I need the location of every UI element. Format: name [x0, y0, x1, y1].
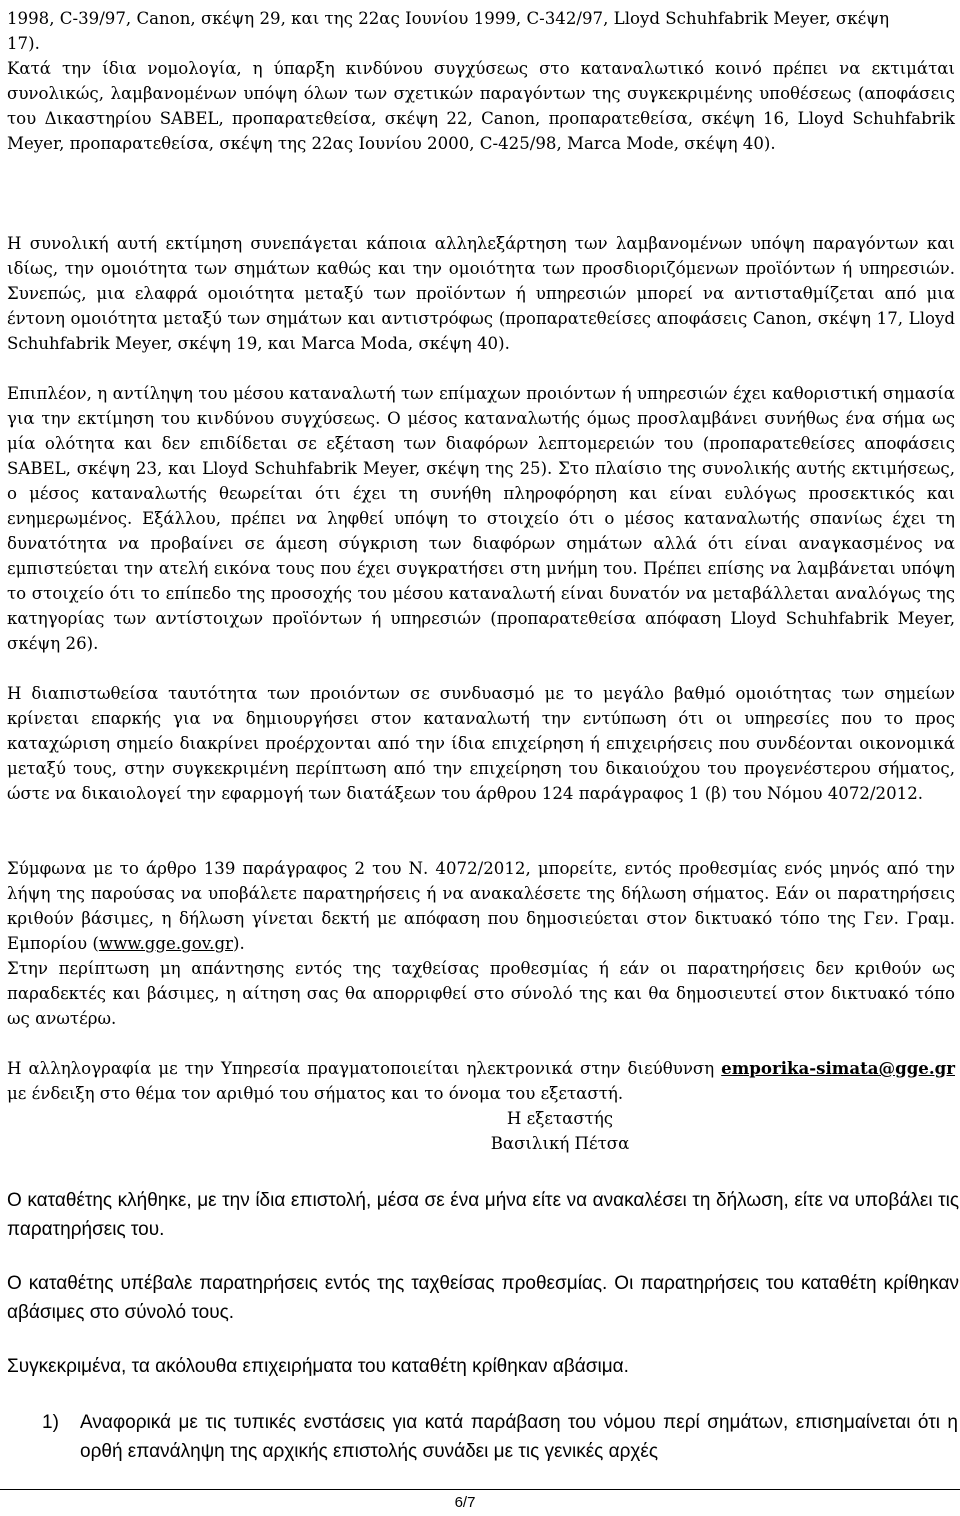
list-item-text: Αναφορικά με τις τυπικές ενστάσεις για κατά παράβαση του νόμου περί σημάτων, επισημαίνεται ότι η ορθή επανάληψη της αρχικής επιστολής συνάδει με τις γενικές αρχές [80, 1412, 958, 1462]
paragraph-citation-continued [7, 6, 955, 56]
paragraph-average-consumer: Επιπλέον, η αντίληψη του μέσου καταναλωτή των επίμαχων προιόντων ή υπηρεσιών έχει καθοριστική σημασία για την εκτίμηση του κινδύνου συγχύσεως. Ο μέσος καταναλωτής όμως προσλαμβάνει συνήθως ένα σήμα ως μία ολότητα και δεν επιδίδεται σε εξέταση των διαφόρων λεπτομερειών του (προπαρατεθείσες αποφάσεις SABEL, σκέψη 23, και Lloyd Schuhfabrik Meyer, σκέψη της 25). Στο πλαίσιο της συνολικής αυτής εκτιμήσεως, ο μέσος καταναλωτής θεωρείται ότι έχει τη συνήθη πληροφόρηση και είναι ευλόγως προσεκτικός και ενημερωμένος. Εξάλλου, πρέπει να ληφθεί υπόψη το στοιχείο ότι ο μέσος καταναλωτής σπανίως έχει τη δυνατότητα να προβαίνει σε άμεση σύγκριση των διαφόρων σημάτων αλλά ότι είναι αναγκασμένος να εμπιστεύεται την ατελή εικόνα τους που έχει συγκρατήσει στη μνήμη του. Πρέπει επίσης να λαμβάνεται υπόψη το στοιχείο ότι το επίπεδο της προσοχής του μέσου καταναλωτή είναι δυνατόν να μεταβάλλεται αναλόγως της κατηγορίας των αντίστοιχων προϊόντων ή υπηρεσιών (προπαρατεθείσα απόφαση Lloyd Schuhfabrik Meyer, σκέψη 26). [7, 384, 955, 653]
article-139-text: Σύμφωνα με το άρθρο 139 παράγραφος 2 του Ν. 4072/2012, μπορείτε, εντός προθεσμίας ενός μηνός από την λήψη της παρούσας να υποβάλετε παρατηρήσεις ή να ανακαλέσετε της δήλωση σήματος. Εάν οι παρατηρήσεις κριθούν βάσιμες, η δήλωση γίνεται δεκτή με απόφαση που δημοσιεύεται στον δικτυακό τόπο της Γεν. Γραμ. Εμπορίου ( [7, 859, 955, 953]
correspondence-text: Η αλληλογραφία με την Υπηρεσία πραγματοποιείται ηλεκτρονικά στην διεύθυνση [7, 1059, 722, 1078]
list-item-number: 1) [42, 1412, 59, 1433]
paragraph-applicant-invited: Ο καταθέτης κλήθηκε, με την ίδια επιστολή, μέσα σε ένα μήνα είτε να ανακαλέσει τη δήλωση, είτε να υποβάλει τις παρατηρήσεις του. [7, 1190, 959, 1240]
paragraph-interdependence: Η συνολική αυτή εκτίμηση συνεπάγεται κάποια αλληλεξάρτηση των λαμβανομένων υπόψη παραγόντων και ιδίως, την ομοιότητα των σημάτων καθώς και την ομοιότητα των προσδιοριζόμενων προϊόντων ή υπηρεσιών. Συνεπώς, μια ελαφρά ομοιότητα μεταξύ των προϊόντων ή υπηρεσιών μπορεί να αντισταθμίζεται από μια έντονη ομοιότητα μεταξύ των σημάτων και αντιστρόφως (προπαρατεθείσες αποφάσεις Canon, σκέψη 17, Lloyd Schuhfabrik Meyer, σκέψη 19, και Marca Moda, σκέψη 40). [7, 234, 955, 353]
paragraph-specifically: Συγκεκριμένα, τα ακόλουθα επιχειρήματα του καταθέτη κρίθηκαν αβάσιμα. [7, 1356, 629, 1377]
signature-role: Η εξεταστής [506, 1109, 614, 1128]
section-observations [7, 856, 955, 1031]
paragraph-no-reply: Στην περίπτωση μη απάντησης εντός της ταχθείσας προθεσμίας ή εάν οι παρατηρήσεις δεν κριθούν ως παραδεκτές και βάσιμες, η αίτηση σας θα απορριφθεί στο σύνολό της και θα δημοσιευτεί στον δικτυακό τόπο ως ανωτέρω. [7, 959, 955, 1028]
signature-name: Βασιλική Πέτσα [490, 1134, 630, 1153]
email-link[interactable]: emporika-simata@gge.gr [721, 1058, 955, 1078]
footer-divider [0, 1489, 960, 1490]
paragraph-observations-submitted: Ο καταθέτης υπέβαλε παρατηρήσεις εντός της ταχθείσας προθεσμίας. Οι παρατηρήσεις του καταθέτη κρίθηκαν αβάσιμες στο σύνολό τους. [7, 1273, 959, 1323]
correspondence-tail: με ένδειξη στο θέμα τον αριθμό του σήματος και το όνομα του εξεταστή. [7, 1084, 624, 1103]
page-number: 6/7 [454, 1494, 476, 1511]
citation-line-1: 1998, C-39/97, Canon, σκέψη 29, και της 22ας Ιουνίου 1999, C-342/97, Lloyd Schuhfabrik Meyer, σκέψη [7, 9, 890, 28]
paragraph-global-assessment: Κατά την ίδια νομολογία, η ύπαρξη κινδύνου συγχύσεως στο καταναλωτικό κοινό πρέπει να εκτιμάται συνολικώς, λαμβανομένων υπόψη όλων των σχετικών παραγόντων της συγκεκριμένης υποθέσεως (αποφάσεις του Δικαστηρίου SABEL, προπαρατεθείσα, σκέψη 22, Canon, προπαρατεθείσα, σκέψη 16, Lloyd Schuhfabrik Meyer, προπαρατεθείσα, σκέψη της 22ας Ιουνίου 2000, C-425/98, Marca Mode, σκέψη 40). [7, 59, 955, 153]
gge-website-link[interactable]: www.gge.gov.gr [98, 934, 233, 953]
paragraph-article-139 [7, 856, 955, 956]
article-139-tail: ). [233, 934, 245, 953]
paragraph-correspondence [7, 1056, 955, 1106]
paragraph-identity-of-goods: Η διαπιστωθείσα ταυτότητα των προιόντων σε συνδυασμό με το μεγάλο βαθμό ομοιότητας των σημείων κρίνεται επαρκής για να δημιουργήσει στον καταναλωτή την εντύπωση ότι οι υπηρεσίες που το προς καταχώριση σημείο διακρίνει προέρχονται από την ίδια επιχείρηση ή επιχειρήσεις που συνδέονται οικονομικά μεταξύ τους, στην συγκεκριμένη περίπτωση από την επιχείρηση του δικαιούχου του προγενέστερου σήματος, ώστε να δικαιολογεί την εφαρμογή των διατάξεων του άρθρου 124 παράγραφος 1 (β) του Νόμου 4072/2012. [7, 684, 955, 803]
citation-line-2: 17). [7, 34, 40, 53]
